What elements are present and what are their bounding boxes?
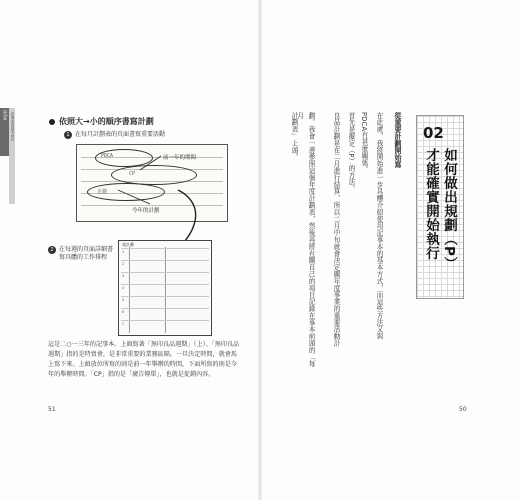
chapter-subtab-label: 記事本的基本用法 xyxy=(11,112,15,141)
bullet-icon xyxy=(49,119,55,125)
scribble-1: PDCA xyxy=(101,153,114,159)
page-number-left: 51 xyxy=(48,406,56,413)
scribble-3: 企劃 xyxy=(97,189,108,195)
weekday-label: 5 xyxy=(122,298,125,302)
weekday-label: 4 xyxy=(122,286,125,290)
subheading: 從重要計劃開始寫 xyxy=(394,112,402,168)
circled-plan-middle xyxy=(111,165,197,185)
weekday-label: 6 xyxy=(122,310,125,314)
paragraph-1: 在此處，我將開始進一步具體介紹使用記事本的基本方式，而這些方法又與 xyxy=(375,112,383,340)
callout-previous-year: 前一年的期間 xyxy=(163,155,197,161)
weekly-header: 週計劃 xyxy=(122,242,134,247)
chapter-title-line-1: 如何做出規劃（P） xyxy=(441,148,457,271)
section-heading-text: 依照大→小的順序書寫計劃 xyxy=(59,117,154,126)
paragraph-3: 首先是擬定（P）的方法。 xyxy=(347,112,355,193)
weekday-label: 3 xyxy=(122,274,125,278)
callout-this-year: 今年的計劃 xyxy=(132,208,160,214)
paragraph-6: 計劃表」上頭。 xyxy=(290,112,298,161)
page-number-right: 50 xyxy=(459,406,467,413)
paragraph-4: 良品計劃是在二月進行結算，所以二月中旬就會決定關年度事業的重要活動計 xyxy=(332,112,340,347)
step-1 xyxy=(64,131,165,139)
paragraph-5: 劃。我會一邊參照這個年度計劃表，然後再將有關自己的項目記錄在事本前頭的「每月 xyxy=(295,112,315,368)
scribble-2: CP xyxy=(129,171,136,177)
step-2-text: 在每週的頁面詳細書寫具體的工作排程 xyxy=(59,246,114,261)
book-gutter xyxy=(258,0,262,500)
chapter-number: 02 xyxy=(423,124,444,142)
step-2 xyxy=(48,246,114,262)
weekly-plan-photo xyxy=(118,240,212,336)
section-heading xyxy=(49,116,154,127)
weekday-label: 7 xyxy=(122,322,125,326)
paragraph-2: PDCA有甚麼關係。 xyxy=(360,112,368,173)
chapter-title-line-2: 才能確實開始執行 xyxy=(423,148,439,260)
step-1-text: 在每月計劃表的頁面書寫重要活動 xyxy=(75,131,166,138)
weekday-label: 1 xyxy=(122,250,125,254)
step-1-number: 1 xyxy=(64,131,72,139)
step-2-number: 2 xyxy=(48,246,56,254)
weekday-label: 2 xyxy=(122,262,125,266)
chapter-tab-label: 第1章 xyxy=(3,110,8,121)
figure-caption: 這是二○一三年的記事本。上頭寫著「無印良品週期」（上）、「無印良品週期」指的是特賣會，是非常重要的業務區隔。一旦決定時間，就會馬上寫下來。上頭放位所寫的則是前一年舉辦的時間，下面所寫的則是今年的舉辦時間。「CP」指的是「廣告傳單」，也就是促銷內容。 xyxy=(48,341,240,378)
